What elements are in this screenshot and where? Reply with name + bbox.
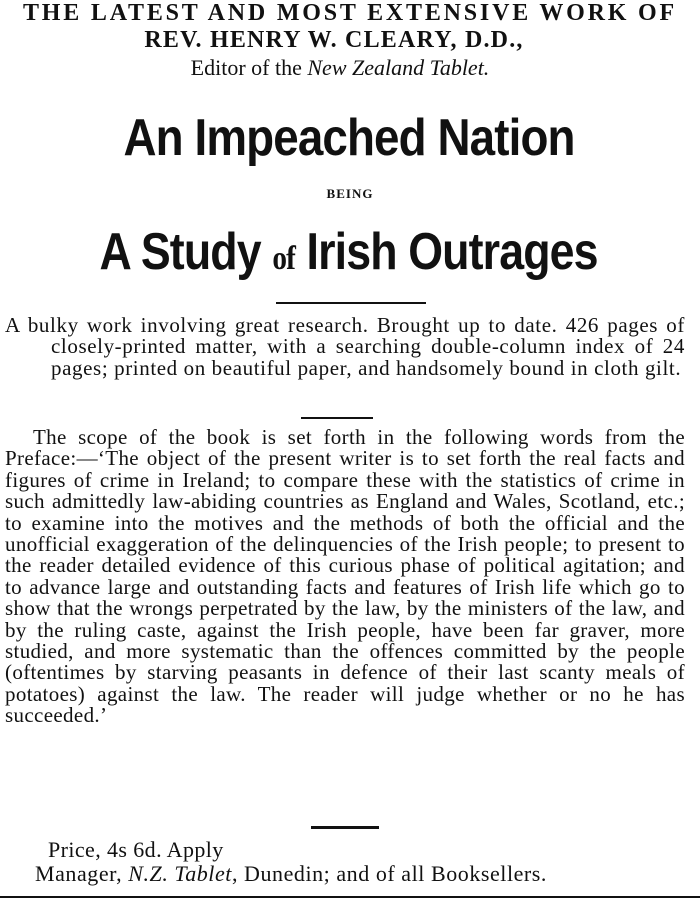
book-subtitle: [48, 212, 650, 299]
subtitle-part-2: Irish Outrages: [294, 223, 598, 281]
manager-prefix: Manager,: [35, 861, 129, 886]
being-label: BEING: [326, 186, 374, 201]
preface-paragraph: The scope of the book is set forth in the following words from the Preface:—‘The object of the present writer is to set forth the real facts and figures of crime in Ireland; to compare these with the statistics of crime in such admittedly law-abiding countries as England and Wales, Scotland, etc.; to examine into the motives and the methods of both the official and the unofficial exaggeration of the delinquencies of the Irish people; to present to the reader detailed evidence of this curious phase of political agitation; and to advance large and outstanding facts and features of Irish life which go to show that the wrongs perpetrated by the law, by the ministers of the law, and by the ruling caste, against the Irish people, have been far graver, more studied, and more systematic than the offences committed by the people (oftentimes by starving peasants in defence of their last scanty meals of potatoes) against the law. The reader will judge whether or no he has succeeded.’: [5, 425, 685, 728]
divider-rule-2: [301, 417, 373, 419]
subtitle-part-1: A Study: [99, 223, 273, 281]
divider-rule-1: [276, 302, 426, 304]
manager-publication: N.Z. Tablet: [128, 861, 232, 886]
subtitle-of: of: [272, 240, 295, 277]
manager-line: [35, 862, 547, 886]
bottom-border-rule: [0, 896, 700, 898]
header-line-editor: [0, 55, 700, 81]
manager-suffix: , Dunedin; and of all Booksellers.: [231, 861, 547, 886]
book-title: An Impeached Nation: [123, 109, 575, 167]
price-line: Price, 4s 6d. Apply: [48, 837, 224, 862]
editor-publication: New Zealand Tablet.: [307, 55, 490, 80]
header-line-author: REV. HENRY W. CLEARY, D.D.,: [144, 27, 524, 53]
divider-rule-3: [311, 826, 379, 829]
editor-prefix: Editor of the: [190, 55, 308, 80]
description-paragraph: A bulky work involving great research. Brought up to date. 426 pages of closely-printed matter, with a searching double-column index of 24 pages; printed on beautiful paper, and handsomely bound in cloth gilt.: [5, 313, 685, 380]
header-line-latest-work: THE LATEST AND MOST EXTENSIVE WORK OF: [23, 0, 677, 26]
